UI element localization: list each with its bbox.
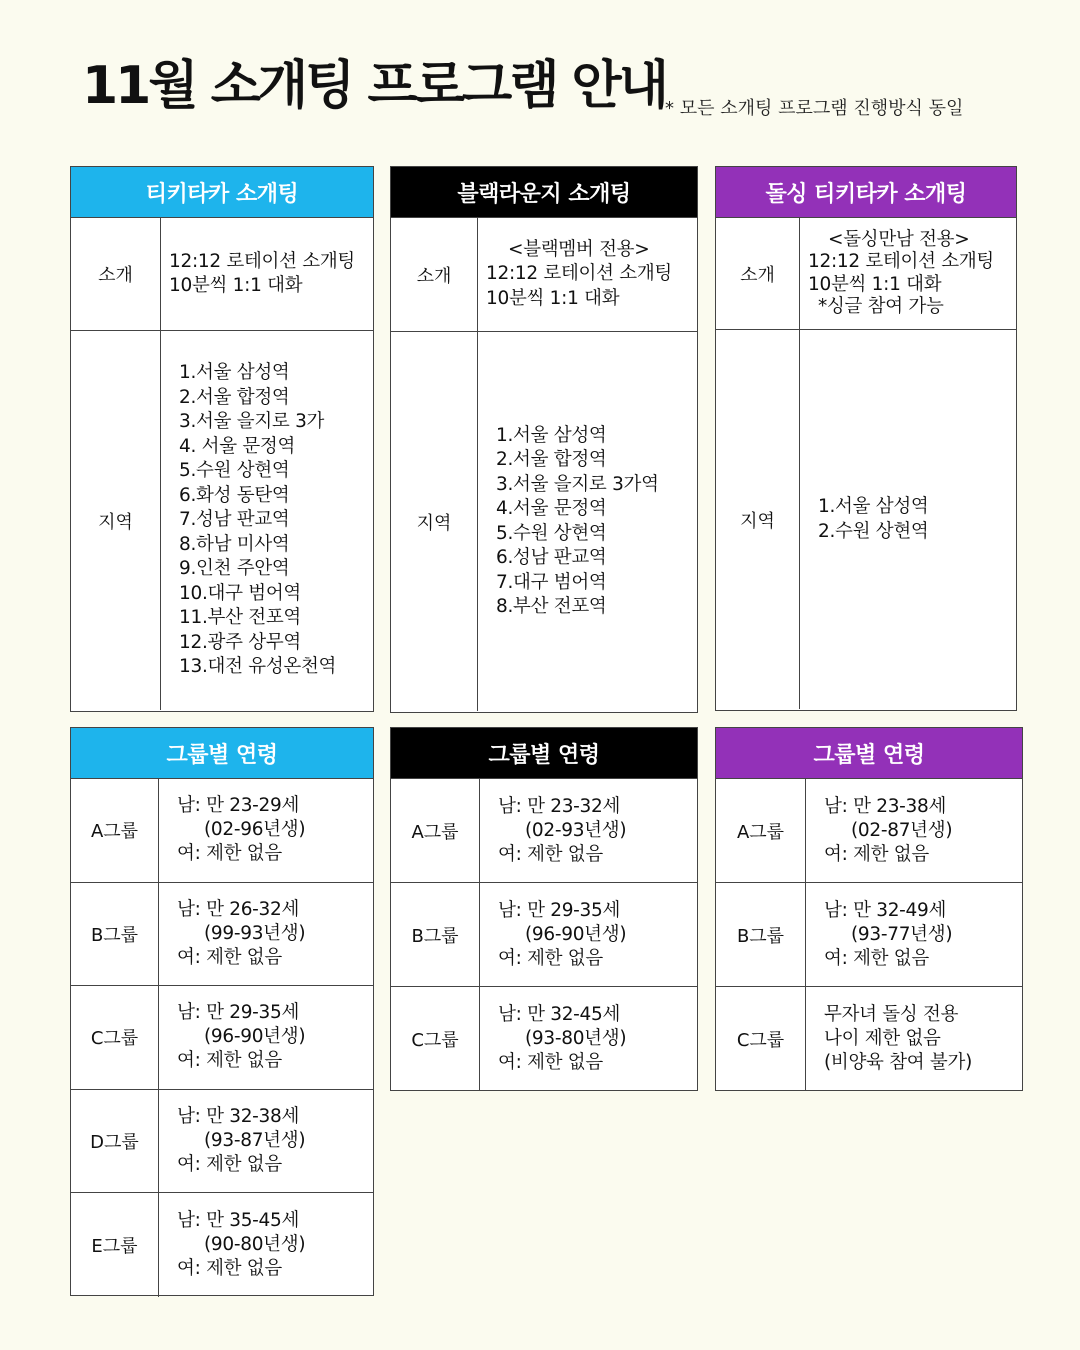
male-age: 남: 만 23-32세 xyxy=(498,795,621,817)
age-header: 그룹별 연령 xyxy=(716,728,1022,779)
male-age: 남: 만 23-29세 xyxy=(177,795,300,817)
region-row xyxy=(391,332,697,711)
region-item: 3.서울 을지로 3가역 xyxy=(496,473,659,495)
birth-years: (02-93년생) xyxy=(525,819,627,841)
page-note: * 모든 소개팅 프로그램 진행방식 동일 xyxy=(665,98,964,119)
group-detail xyxy=(159,986,305,1089)
age-row xyxy=(71,883,373,987)
intro-label: 소개 xyxy=(716,218,800,329)
group-detail xyxy=(159,1193,305,1297)
region-label: 지역 xyxy=(391,332,478,711)
intro-row xyxy=(391,218,697,332)
female-age: 여: 제한 없음 xyxy=(177,1050,282,1072)
group-note: 나이 제한 없음 xyxy=(824,1028,941,1049)
age-header: 그룹별 연령 xyxy=(391,728,697,779)
birth-years: (02-96년생) xyxy=(204,819,306,841)
intro-line: <돌싱만남 전용> xyxy=(828,228,970,250)
group-detail xyxy=(806,883,952,986)
age-row xyxy=(391,883,697,987)
age-row xyxy=(716,779,1022,883)
program-table-dolsing xyxy=(715,166,1017,711)
female-age: 여: 제한 없음 xyxy=(498,843,603,865)
region-list xyxy=(478,332,659,711)
age-table-tikitaka xyxy=(70,727,374,1296)
intro-row xyxy=(716,218,1016,330)
age-table-dolsing xyxy=(715,727,1023,1091)
female-age: 여: 제한 없음 xyxy=(177,843,282,865)
female-age: 여: 제한 없음 xyxy=(177,1257,282,1279)
birth-years: (93-80년생) xyxy=(525,1028,627,1049)
region-label: 지역 xyxy=(71,331,161,710)
region-item: 2.수원 상현역 xyxy=(818,520,929,542)
region-item: 3.서울 을지로 3가 xyxy=(179,411,325,433)
intro-line: <블랙멤버 전용> xyxy=(508,238,650,260)
female-age: 여: 제한 없음 xyxy=(498,1052,603,1073)
male-age: 남: 만 29-35세 xyxy=(498,899,621,921)
birth-years: (93-87년생) xyxy=(204,1129,306,1151)
region-row xyxy=(71,331,373,710)
region-item: 2.서울 합정역 xyxy=(179,386,290,408)
region-item: 6.성남 판교역 xyxy=(496,547,607,568)
group-label: A그룹 xyxy=(71,779,159,882)
group-label: C그룹 xyxy=(716,987,806,1091)
female-age: 여: 제한 없음 xyxy=(177,1153,282,1175)
region-list xyxy=(161,331,336,710)
region-item: 2.서울 합정역 xyxy=(496,449,607,470)
group-label: A그룹 xyxy=(716,779,806,882)
female-age: 여: 제한 없음 xyxy=(498,947,603,969)
region-label: 지역 xyxy=(716,330,800,709)
intro-label: 소개 xyxy=(71,218,161,330)
age-row xyxy=(391,779,697,883)
birth-years: (96-90년생) xyxy=(204,1026,306,1048)
male-age: 남: 만 26-32세 xyxy=(177,898,300,920)
program-header: 돌싱 티키타카 소개팅 xyxy=(716,167,1016,218)
program-header: 블랙라운지 소개팅 xyxy=(391,167,697,218)
group-note: 무자녀 돌싱 전용 xyxy=(824,1004,959,1025)
birth-years: (02-87년생) xyxy=(851,819,953,841)
region-item: 10.대구 범어역 xyxy=(179,582,301,604)
age-row xyxy=(71,986,373,1090)
male-age: 남: 만 32-49세 xyxy=(824,899,947,921)
birth-years: (93-77년생) xyxy=(851,923,953,945)
intro-text xyxy=(478,218,672,331)
intro-row xyxy=(71,218,373,331)
female-age: 여: 제한 없음 xyxy=(177,946,282,968)
region-item: 7.성남 판교역 xyxy=(179,509,290,531)
intro-line: 10분씩 1:1 대화 xyxy=(169,275,303,296)
region-item: 11.부산 전포역 xyxy=(179,607,301,629)
group-detail xyxy=(480,987,626,1091)
group-detail xyxy=(159,883,305,986)
region-item: 13.대전 유성온천역 xyxy=(179,656,337,678)
group-detail xyxy=(806,779,952,882)
group-detail xyxy=(480,779,626,882)
region-item: 12.광주 상무역 xyxy=(179,631,301,653)
program-header: 티키타카 소개팅 xyxy=(71,167,373,218)
intro-line: *싱글 참여 가능 xyxy=(818,296,944,317)
group-label: B그룹 xyxy=(716,883,806,986)
region-item: 5.수원 상현역 xyxy=(496,522,607,544)
birth-years: (96-90년생) xyxy=(525,923,627,945)
male-age: 남: 만 32-38세 xyxy=(177,1105,300,1127)
intro-label: 소개 xyxy=(391,218,478,331)
program-table-black-lounge xyxy=(390,166,698,713)
region-item: 1.서울 삼성역 xyxy=(818,496,929,517)
birth-years: (99-93년생) xyxy=(204,922,306,944)
region-item: 4. 서울 문정역 xyxy=(179,435,296,457)
group-label: B그룹 xyxy=(71,883,159,986)
female-age: 여: 제한 없음 xyxy=(824,843,929,865)
age-row xyxy=(716,987,1022,1091)
region-item: 4.서울 문정역 xyxy=(496,498,607,519)
male-age: 남: 만 35-45세 xyxy=(177,1209,300,1231)
program-table-tikitaka xyxy=(70,166,374,712)
group-label: B그룹 xyxy=(391,883,480,986)
region-item: 5.수원 상현역 xyxy=(179,460,290,482)
region-list xyxy=(800,330,929,709)
intro-line: 12:12 로테이션 소개팅 xyxy=(486,263,672,285)
intro-text xyxy=(800,218,994,329)
male-age: 남: 만 32-45세 xyxy=(498,1004,621,1025)
region-item: 9.인천 주안역 xyxy=(179,558,290,580)
age-header: 그룹별 연령 xyxy=(71,728,373,779)
female-age: 여: 제한 없음 xyxy=(824,947,929,969)
group-detail xyxy=(480,883,626,986)
region-item: 8.하남 미사역 xyxy=(179,533,290,555)
group-detail xyxy=(806,987,972,1091)
region-item: 8.부산 전포역 xyxy=(496,596,607,617)
page-title: 11월 소개팅 프로그램 안내 xyxy=(82,56,666,116)
group-label: A그룹 xyxy=(391,779,480,882)
age-row xyxy=(716,883,1022,987)
region-item: 1.서울 삼성역 xyxy=(179,362,290,384)
group-note: (비양육 참여 불가) xyxy=(824,1052,972,1073)
group-label: D그룹 xyxy=(71,1090,159,1193)
region-item: 6.화성 동탄역 xyxy=(179,484,290,506)
group-label: C그룹 xyxy=(71,986,159,1089)
intro-text xyxy=(161,218,355,330)
age-row xyxy=(71,779,373,883)
birth-years: (90-80년생) xyxy=(204,1233,306,1255)
age-row xyxy=(391,987,697,1091)
age-row xyxy=(71,1193,373,1297)
male-age: 남: 만 29-35세 xyxy=(177,1002,300,1024)
group-label: E그룹 xyxy=(71,1193,159,1297)
age-row xyxy=(71,1090,373,1194)
group-label: C그룹 xyxy=(391,987,480,1091)
region-item: 7.대구 범어역 xyxy=(496,571,607,593)
region-item: 1.서울 삼성역 xyxy=(496,424,607,446)
intro-line: 10분씩 1:1 대화 xyxy=(486,287,620,309)
intro-line: 12:12 로테이션 소개팅 xyxy=(169,250,355,272)
age-table-black-lounge xyxy=(390,727,698,1091)
male-age: 남: 만 23-38세 xyxy=(824,795,947,817)
group-detail xyxy=(159,779,305,882)
region-row xyxy=(716,330,1016,709)
group-detail xyxy=(159,1090,305,1193)
intro-line: 10분씩 1:1 대화 xyxy=(808,273,942,295)
intro-line: 12:12 로테이션 소개팅 xyxy=(808,251,994,272)
